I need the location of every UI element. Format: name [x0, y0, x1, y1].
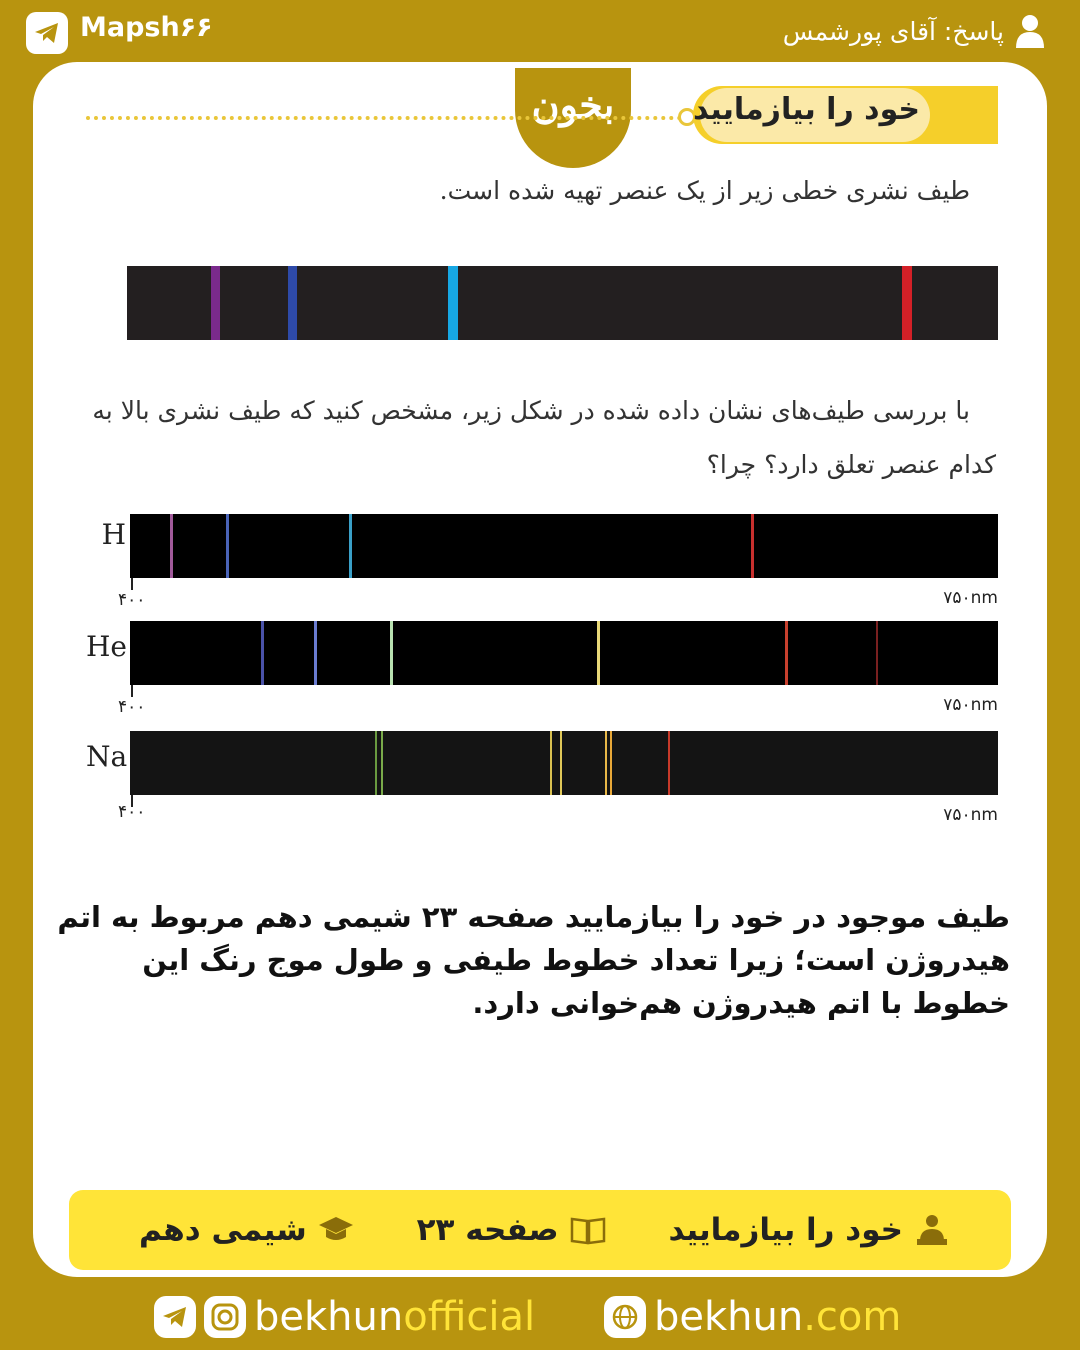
na-line-7: [668, 731, 670, 795]
reference-spectrum-he: [130, 621, 998, 685]
teacher-icon: [913, 1211, 951, 1249]
answerer-text: پاسخ: آقای پورشمس: [782, 16, 1004, 46]
handle-accent: official: [403, 1294, 536, 1340]
section-heading: خود را بیازمایید: [693, 92, 920, 127]
site-accent: .com: [803, 1294, 902, 1340]
he-axis-end: ۷۵۰nm: [943, 695, 998, 715]
question-intro: طیف نشری خطی زیر از یک عنصر تهیه شده است.: [439, 176, 970, 205]
website-link[interactable]: [604, 1294, 901, 1340]
axis-tick: [131, 685, 133, 697]
social-handle[interactable]: [154, 1294, 535, 1340]
h-axis-start: ۴۰۰: [118, 590, 146, 610]
footer-page: [417, 1211, 607, 1249]
question-line-2: کدام عنصر تعلق دارد؟ چرا؟: [706, 450, 996, 479]
top-bar: [0, 0, 1080, 70]
he-line-1: [261, 621, 264, 685]
he-line-5: [785, 621, 788, 685]
spectrum-label-h: H: [101, 518, 126, 551]
spectrum-line-blue: [288, 266, 297, 340]
channel-handle: Mapsh۶۶: [80, 12, 213, 43]
logo: بخون: [531, 82, 615, 127]
heading-divider: [86, 116, 682, 120]
reference-spectrum-na: [130, 731, 998, 795]
globe-icon[interactable]: [604, 1296, 646, 1338]
reference-spectrum-h: [130, 514, 998, 578]
answerer-label: [783, 14, 1046, 48]
h-axis-end: ۷۵۰nm: [943, 588, 998, 608]
he-line-6: [876, 621, 878, 685]
footer-page-label: صفحه ۲۳: [416, 1212, 559, 1248]
telegram-icon[interactable]: [26, 12, 68, 54]
he-line-3: [390, 621, 393, 685]
unknown-spectrum: [127, 266, 998, 340]
graduation-cap-icon: [317, 1211, 355, 1249]
question-line-1: با بررسی طیف‌های نشان داده شده در شکل زیر، مشخص کنید که طیف نشری بالا به: [92, 396, 970, 425]
na-line-1: [375, 731, 377, 795]
spectrum-label-na: Na: [86, 740, 128, 773]
h-line-cyan: [349, 514, 352, 578]
spectrum-line-cyan: [448, 266, 458, 340]
na-line-6: [610, 731, 612, 795]
footer-section-label: خود را بیازمایید: [668, 1212, 903, 1248]
telegram-icon[interactable]: [154, 1296, 196, 1338]
handle-main: bekhun: [254, 1294, 404, 1340]
social-handle-text: [254, 1294, 535, 1340]
he-line-2: [314, 621, 317, 685]
h-line-blue: [226, 514, 229, 578]
na-line-4: [560, 731, 562, 795]
footer-section: [668, 1211, 951, 1249]
na-axis-start: ۴۰۰: [118, 802, 146, 822]
answer-text: طیف موجود در خود را بیازمایید صفحه ۲۳ شیمی دهم مربوط به اتم هیدروژن است؛ زیرا تعداد خطوط طیفی و طول موج رنگ این خطوط با اتم هیدروژن هم‌خوانی دارد.: [57, 900, 1010, 1020]
instagram-icon[interactable]: [204, 1296, 246, 1338]
spectrum-label-he: He: [86, 630, 127, 663]
spectrum-line-red: [902, 266, 912, 340]
site-main: bekhun: [654, 1294, 804, 1340]
website-text: [654, 1294, 901, 1340]
na-axis-end: ۷۵۰nm: [943, 805, 998, 825]
axis-tick: [131, 578, 133, 590]
na-line-3: [550, 731, 552, 795]
na-line-2: [381, 731, 383, 795]
footer-info-bar: [69, 1190, 1011, 1270]
user-icon: [1014, 14, 1046, 48]
he-line-4: [597, 621, 600, 685]
book-icon: [569, 1211, 607, 1249]
footer-book-label: شیمی دهم: [139, 1212, 307, 1248]
footer-book: [139, 1211, 355, 1249]
na-line-5: [605, 731, 607, 795]
h-line-red: [751, 514, 754, 578]
he-axis-start: ۴۰۰: [118, 697, 146, 717]
h-line-violet: [170, 514, 173, 578]
spectrum-line-violet: [211, 266, 220, 340]
